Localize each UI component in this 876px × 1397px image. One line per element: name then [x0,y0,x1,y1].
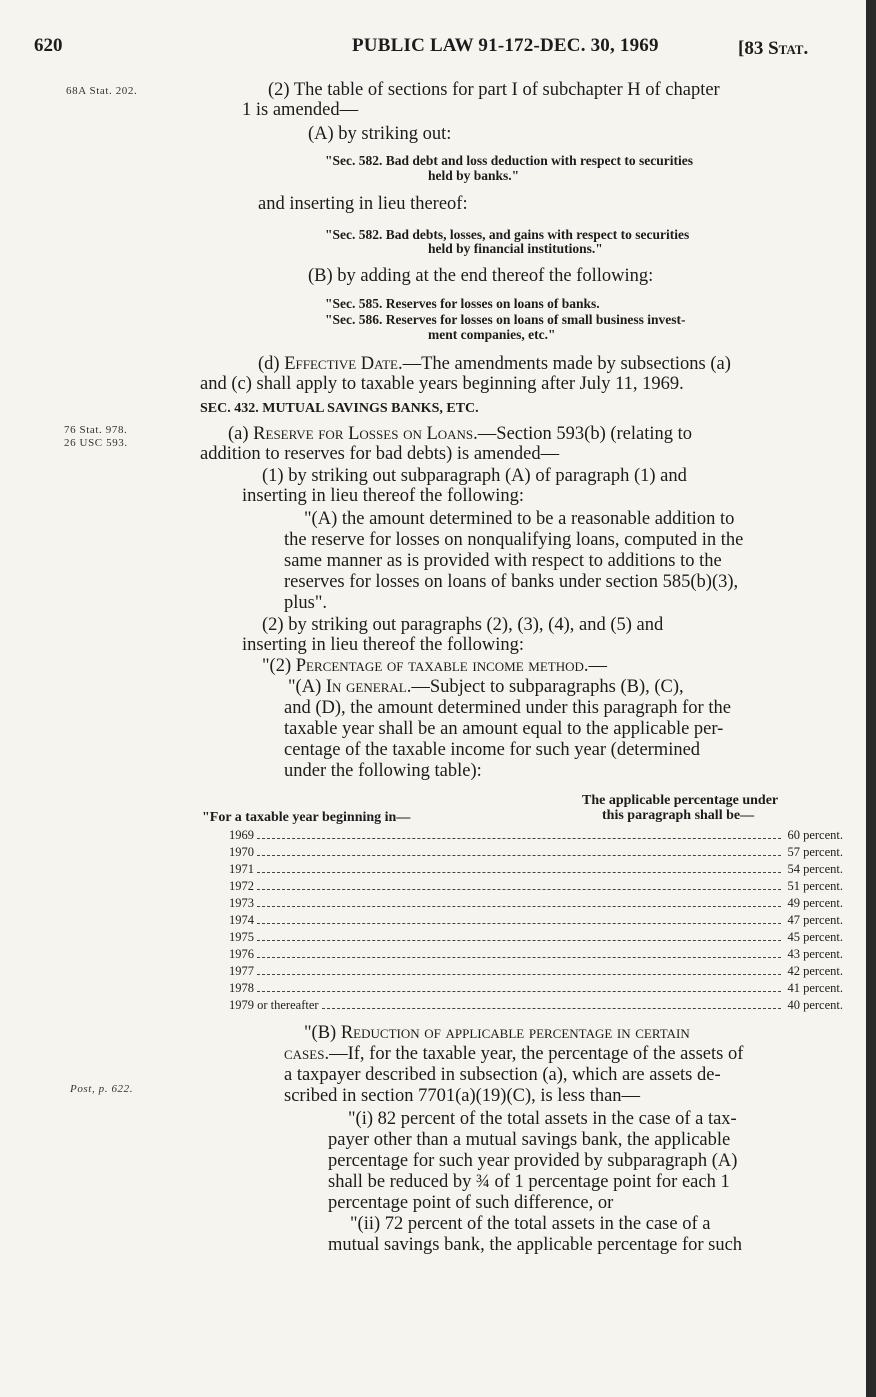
quote-paragraph-2-heading: "(2) Percentage of taxable income method.— [262,656,608,676]
quote-sec-582-old-1: "Sec. 582. Bad debt and loss deduction with respect to securities [325,153,694,168]
quote-b-line-2: a taxpayer described in subsection (a), which are assets de- [284,1065,721,1085]
leader-dots [257,872,781,873]
stat-label: Stat. [768,38,809,59]
item-2-line-1: (2) by striking out paragraphs (2), (3), (4), and (5) and [262,615,664,635]
reserve-heading: Reserve for Losses on Loans. [253,424,478,444]
item-2-line-2: inserting in lieu thereof the following: [242,635,525,655]
table-row [229,860,843,877]
table-row [229,979,843,996]
row-percentage: 60 percent. [787,828,843,842]
cases-heading: cases. [284,1044,330,1064]
quote-a-line-1: "(A) the amount determined to be a reasonable addition to [304,509,735,529]
quote-in-general-line-5: under the following table): [284,761,482,781]
quote-sec-582-new-1: "Sec. 582. Bad debts, losses, and gains with respect to securities [325,227,690,242]
stat-volume: [83 [738,38,764,59]
quote-i-line-4: shall be reduced by ¾ of 1 percentage point for each 1 [328,1172,730,1192]
section-432-heading: SEC. 432. MUTUAL SAVINGS BANKS, ETC. [200,401,479,416]
leader-dots [257,906,781,907]
quote-a-line-4: reserves for losses on loans of banks under section 585(b)(3), [284,572,739,592]
quote-in-general-line-2: and (D), the amount determined under this paragraph for the [284,698,731,718]
para-2-line-2: 1 is amended— [242,100,359,120]
row-percentage: 54 percent. [787,862,843,876]
subsection-d-line-1: (d) Effective Date.—The amendments made by subsections (a) [258,354,731,374]
para-2-line-1: (2) The table of sections for part I of subchapter H of chapter [268,80,720,100]
effective-date-heading: Effective Date. [284,354,403,374]
subsection-a-line-1: (a) Reserve for Losses on Loans.—Section 593(b) (relating to [228,424,693,444]
table-row [229,877,843,894]
quote-sec-582-old-2: held by banks." [428,168,520,183]
leader-dots [257,957,781,958]
quote-a-line-2: the reserve for losses on nonqualifying loans, computed in the [284,530,744,550]
item-1-line-2: inserting in lieu thereof the following: [242,486,525,506]
row-year: 1971 [229,862,254,876]
row-year: 1979 or thereafter [229,998,319,1012]
row-percentage: 47 percent. [787,913,843,927]
row-percentage: 57 percent. [787,845,843,859]
clause-a-strike: (A) by striking out: [308,124,452,144]
leader-dots [322,1008,782,1009]
subsection-a-line-2: addition to reserves for bad debts) is amended— [200,444,560,464]
row-percentage: 42 percent. [787,964,843,978]
quote-b-line-1 [284,1044,743,1064]
table-row [229,843,843,860]
leader-dots [257,838,781,839]
row-year: 1978 [229,981,254,995]
insert-line: and inserting in lieu thereof: [258,194,468,214]
quote-sec-582-new-2: held by financial institutions." [428,241,603,256]
quote-b-heading-line-1: "(B) Reduction of applicable percentage in certain [304,1023,690,1043]
in-general-heading: "(A) In general. [288,677,412,697]
leader-dots [257,855,781,856]
in-general-text: —Subject to subparagraphs (B), (C), [411,677,684,697]
row-year: 1972 [229,879,254,893]
row-year: 1977 [229,964,254,978]
subsection-d-line-2: and (c) shall apply to taxable years beginning after July 11, 1969. [200,374,684,394]
quote-b-line-3: scribed in section 7701(a)(19)(C), is less than— [284,1086,641,1106]
leader-dots [257,940,781,941]
row-percentage: 40 percent. [787,998,843,1012]
quote-i-line-3: percentage for such year provided by subparagraph (A) [328,1151,738,1171]
page-number: 620 [34,35,63,56]
quote-ii-line-2: mutual savings bank, the applicable percentage for such [328,1235,743,1255]
table-row [229,996,843,1013]
quote-in-general-line-1 [288,677,684,697]
row-year: 1975 [229,930,254,944]
table-row [229,911,843,928]
row-year: 1973 [229,896,254,910]
row-percentage: 51 percent. [787,879,843,893]
leader-dots [257,889,781,890]
quote-b-text: —If, for the taxable year, the percentage of the assets of [329,1044,744,1064]
quote-a-line-5: plus". [284,593,328,613]
stat-reference [738,38,808,60]
row-year: 1970 [229,845,254,859]
margin-note-26usc: 26 USC 593. [64,437,128,449]
quote-i-line-1: "(i) 82 percent of the total assets in the case of a tax- [348,1109,737,1129]
clause-b-add: (B) by adding at the end thereof the following: [308,266,654,286]
margin-note-76stat: 76 Stat. 978. [64,424,128,436]
quote-sec-585: "Sec. 585. Reserves for losses on loans of banks. [325,296,600,311]
row-year: 1974 [229,913,254,927]
leader-dots [257,923,781,924]
quote-in-general-line-3: taxable year shall be an amount equal to the applicable per- [284,719,724,739]
table-header-pct-1: The applicable percentage under [582,793,779,808]
item-1-line-1: (1) by striking out subparagraph (A) of paragraph (1) and [262,466,687,486]
quote-ii-line-1: "(ii) 72 percent of the total assets in the case of a [350,1214,711,1234]
quote-i-line-5: percentage point of such difference, or [328,1193,614,1213]
row-percentage: 49 percent. [787,896,843,910]
row-year: 1976 [229,947,254,961]
row-year: 1969 [229,828,254,842]
quote-sec-586-1: "Sec. 586. Reserves for losses on loans of small business invest- [325,312,686,327]
page-edge-shadow [866,0,876,1397]
table-row [229,928,843,945]
subsection-a-text: —Section 593(b) (relating to [477,424,693,444]
table-header-pct-2: this paragraph shall be— [602,808,755,823]
quote-in-general-line-4: centage of the taxable income for such year (determined [284,740,701,760]
quote-sec-586-2: ment companies, etc." [428,327,556,342]
leader-dots [257,991,781,992]
table-header-year: "For a taxable year beginning in— [202,810,411,825]
row-percentage: 41 percent. [787,981,843,995]
row-percentage: 45 percent. [787,930,843,944]
table-row [229,962,843,979]
row-percentage: 43 percent. [787,947,843,961]
margin-note-post: Post, p. 622. [70,1083,134,1095]
subsection-d-text: —The amendments made by subsections (a) [402,354,731,374]
leader-dots [257,974,781,975]
quote-a-line-3: same manner as is provided with respect to additions to the [284,551,722,571]
quote-i-line-2: payer other than a mutual savings bank, the applicable [328,1130,731,1150]
table-row [229,826,843,843]
margin-note-68a: 68A Stat. 202. [66,85,138,97]
running-title: PUBLIC LAW 91-172-DEC. 30, 1969 [352,35,659,56]
table-row [229,945,843,962]
table-row [229,894,843,911]
